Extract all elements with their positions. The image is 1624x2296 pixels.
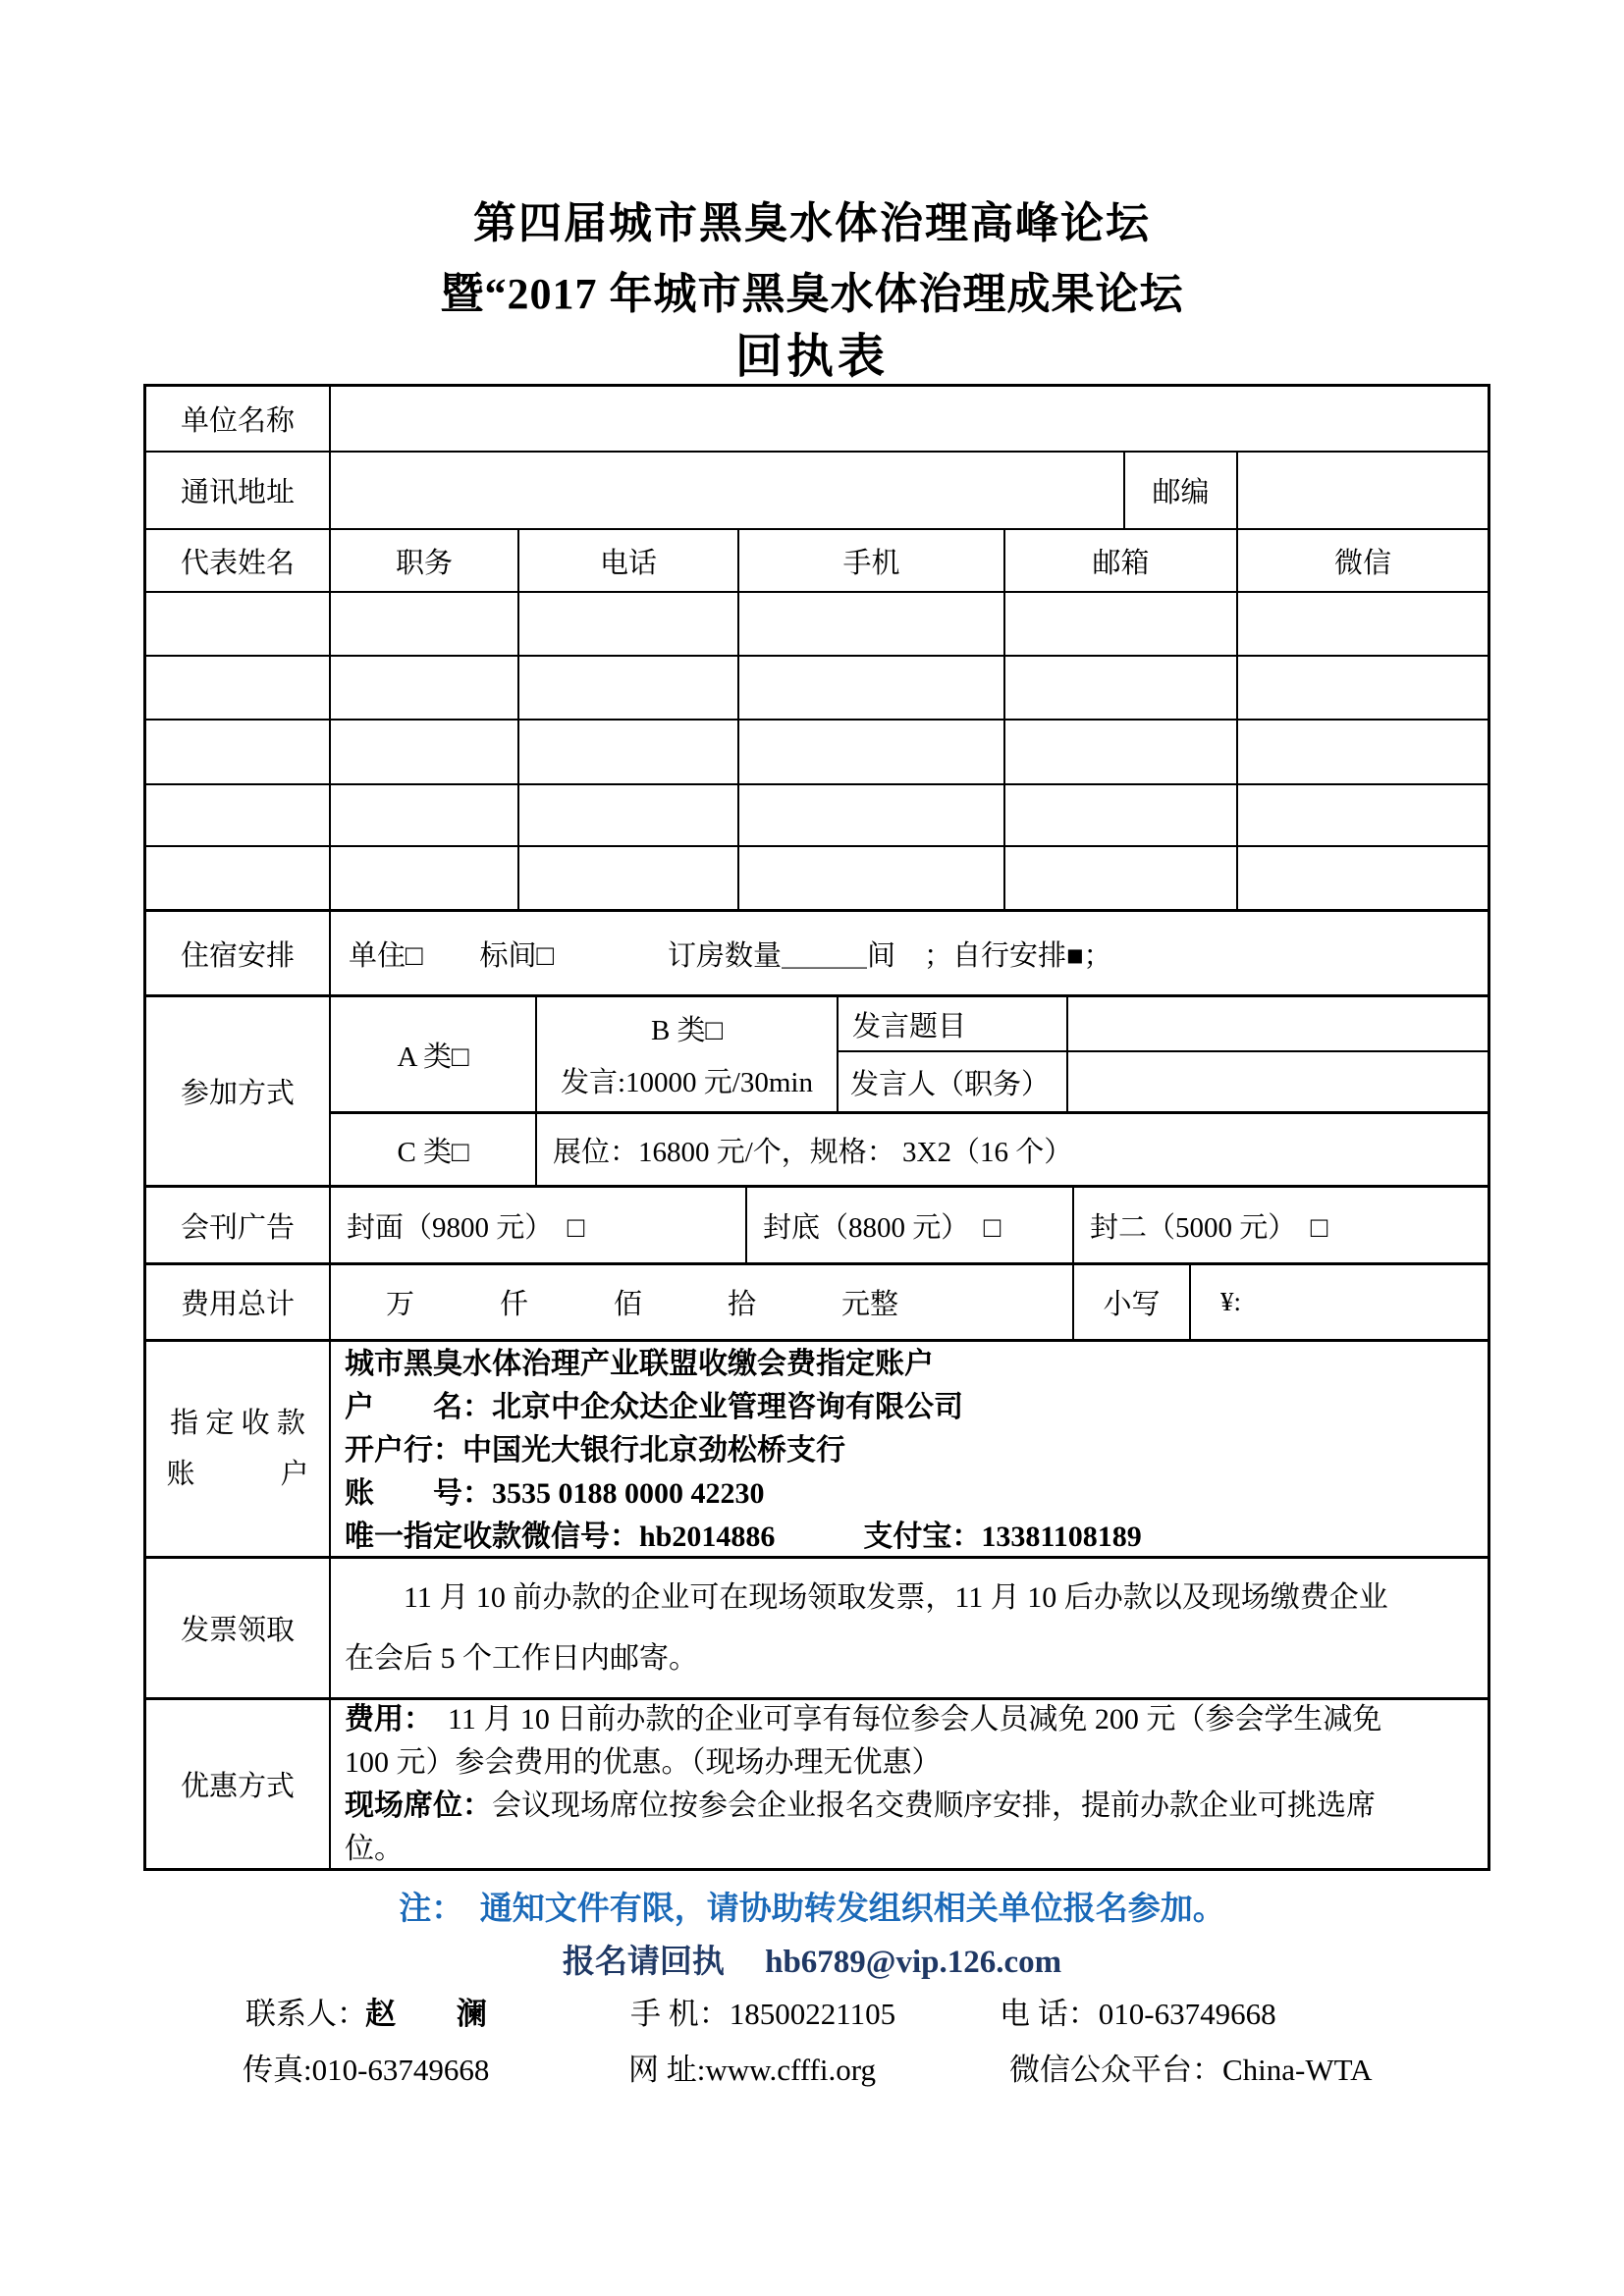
account-label-line1: 指 定 收 款 [170, 1408, 305, 1439]
journal-ad-back-option[interactable]: 封底（8800 元） □ [745, 1188, 1072, 1262]
accommodation-label: 住宿安排 [180, 939, 295, 972]
rep-header-phone: 电话 [517, 530, 737, 591]
unit-name-input[interactable] [329, 387, 1488, 451]
rep-name-cell[interactable] [146, 785, 329, 845]
accommodation-row [146, 909, 1488, 994]
rep-position-cell[interactable] [329, 785, 517, 845]
contact-name: 赵 澜 [365, 1997, 487, 2031]
contact-label: 联系人： [245, 1997, 367, 2031]
rep-wechat-cell[interactable] [1236, 847, 1488, 909]
rep-phone-cell[interactable] [517, 847, 737, 909]
rep-wechat-cell[interactable] [1236, 657, 1488, 719]
participation-row [146, 994, 1488, 1185]
account-line-number: 账 号：3535 0188 0000 42230 [345, 1477, 765, 1510]
rep-row [146, 719, 1488, 783]
rep-position-cell[interactable] [329, 847, 517, 909]
account-label-line2: 账 户 [166, 1459, 309, 1490]
rep-name-cell[interactable] [146, 657, 329, 719]
participation-option-b-price: 发言:10000 元/30min [561, 1066, 813, 1098]
invoice-label: 发票领取 [180, 1615, 295, 1646]
rep-mobile-cell[interactable] [737, 593, 1003, 655]
journal-ad-inside-option[interactable]: 封二（5000 元） □ [1072, 1188, 1488, 1262]
footer-note: 注： 通知文件有限，请协助转发组织相关单位报名参加。 [399, 1892, 1225, 1927]
contact-wechat-platform: 微信公众平台：China-WTA [1009, 2053, 1373, 2087]
participation-option-c[interactable]: C 类□ [397, 1136, 469, 1168]
unit-name-label: 单位名称 [180, 405, 295, 437]
rep-email-cell[interactable] [1003, 593, 1236, 655]
invoice-details: 11 月 10 前办款的企业可在现场领取发票，11 月 10 后办款以及现场缴费企业在会后 5 个工作日内邮寄。 [329, 1559, 1488, 1697]
rep-wechat-cell[interactable] [1236, 721, 1488, 783]
rep-email-cell[interactable] [1003, 847, 1236, 909]
rep-mobile-cell[interactable] [737, 721, 1003, 783]
discount-row [146, 1697, 1488, 1868]
contact-website[interactable]: 网 址:www.cfffi.org [628, 2053, 876, 2087]
address-row [146, 451, 1488, 528]
rep-name-cell[interactable] [146, 721, 329, 783]
rep-row [146, 591, 1488, 655]
rep-header-email: 邮箱 [1003, 530, 1236, 591]
total-fee-small-label: 小写 [1072, 1265, 1189, 1339]
discount-details [329, 1700, 1488, 1868]
rep-name-cell[interactable] [146, 593, 329, 655]
journal-ad-label: 会刊广告 [180, 1211, 295, 1244]
rep-header-position: 职务 [329, 530, 517, 591]
discount-seat-text: 会议现场席位按参会企业报名交费顺序安排，提前办款企业可挑选席位。 [345, 1789, 1376, 1865]
unit-name-row [146, 387, 1488, 451]
speaker-input[interactable] [1066, 1052, 1488, 1111]
rep-phone-cell[interactable] [517, 721, 737, 783]
discount-fee-text: 11 月 10 日前办款的企业可享有每位参会人员减免 200 元（参会学生减免 100 元）参会费用的优惠。（现场办理无优惠） [345, 1702, 1382, 1779]
invoice-row [146, 1556, 1488, 1697]
rep-phone-cell[interactable] [517, 657, 737, 719]
contact-mobile: 手 机：18500221105 [630, 1997, 896, 2031]
total-fee-capital-input[interactable]: 万 仟 佰 拾 元整 [329, 1265, 1072, 1339]
contact-fax: 传真:010-63749668 [243, 2053, 490, 2087]
form-title: 回执表 [734, 331, 889, 383]
rep-email-cell[interactable] [1003, 657, 1236, 719]
total-fee-amount-input[interactable]: ¥: [1189, 1265, 1488, 1339]
discount-fee-label: 费用： [345, 1702, 418, 1735]
total-fee-row [146, 1262, 1488, 1339]
account-row [146, 1339, 1488, 1556]
rep-row [146, 655, 1488, 719]
rep-phone-cell[interactable] [517, 785, 737, 845]
rep-wechat-cell[interactable] [1236, 785, 1488, 845]
rep-mobile-cell[interactable] [737, 785, 1003, 845]
rep-mobile-cell[interactable] [737, 657, 1003, 719]
page-title-line1: 第四届城市黑臭水体治理高峰论坛 [473, 199, 1151, 247]
discount-label: 优惠方式 [180, 1771, 295, 1802]
participation-label: 参加方式 [180, 1078, 295, 1109]
accommodation-options[interactable]: 单住□ 标间□ 订房数量＿＿＿间 ；自行安排■； [329, 912, 1488, 994]
rep-email-cell[interactable] [1003, 721, 1236, 783]
account-line-bank: 开户行：中国光大银行北京劲松桥支行 [345, 1434, 845, 1467]
rep-name-cell[interactable] [146, 847, 329, 909]
total-fee-label: 费用总计 [180, 1289, 295, 1320]
rep-position-cell[interactable] [329, 593, 517, 655]
speech-title-input[interactable] [1066, 997, 1488, 1050]
rep-position-cell[interactable] [329, 657, 517, 719]
account-line-name: 户 名：北京中企众达企业管理咨询有限公司 [345, 1391, 963, 1423]
rep-wechat-cell[interactable] [1236, 593, 1488, 655]
journal-ad-cover-option[interactable]: 封面（9800 元） □ [329, 1188, 745, 1262]
postcode-label: 邮编 [1123, 453, 1236, 528]
account-details [329, 1342, 1488, 1556]
speaker-label: 发言人（职务） [837, 1052, 1066, 1111]
rep-position-cell[interactable] [329, 721, 517, 783]
rep-header-mobile: 手机 [737, 530, 1003, 591]
rep-header-wechat: 微信 [1236, 530, 1488, 591]
discount-seat-label: 现场席位： [345, 1789, 492, 1822]
rep-mobile-cell[interactable] [737, 847, 1003, 909]
footer-reply-email[interactable]: 报名请回执 hb6789@vip.126.com [562, 1945, 1062, 1980]
rep-row [146, 783, 1488, 845]
rep-email-cell[interactable] [1003, 785, 1236, 845]
rep-header-row [146, 528, 1488, 591]
address-label: 通讯地址 [180, 477, 295, 508]
rep-phone-cell[interactable] [517, 593, 737, 655]
speech-title-label: 发言题目 [837, 997, 1066, 1050]
participation-option-c-desc: 展位：16800 元/个，规格： 3X2（16 个） [535, 1114, 1488, 1185]
page-title-line2: 暨“2017 年城市黑臭水体治理成果论坛 [440, 270, 1184, 318]
postcode-input[interactable] [1236, 453, 1488, 528]
registration-form-table [143, 384, 1490, 1871]
account-line-title: 城市黑臭水体治理产业联盟收缴会费指定账户 [345, 1348, 934, 1380]
rep-row [146, 845, 1488, 909]
account-label [146, 1342, 329, 1556]
contact-phone: 电 话：010-63749668 [1000, 1997, 1276, 2031]
journal-ad-row [146, 1185, 1488, 1262]
participation-option-a[interactable]: A 类□ [397, 1041, 469, 1073]
account-line-wechat-alipay: 唯一指定收款微信号：hb2014886 支付宝：13381108189 [345, 1521, 1142, 1553]
rep-header-name: 代表姓名 [180, 547, 295, 579]
participation-option-b[interactable]: B 类□ [650, 1015, 724, 1047]
address-input[interactable] [329, 453, 1123, 528]
